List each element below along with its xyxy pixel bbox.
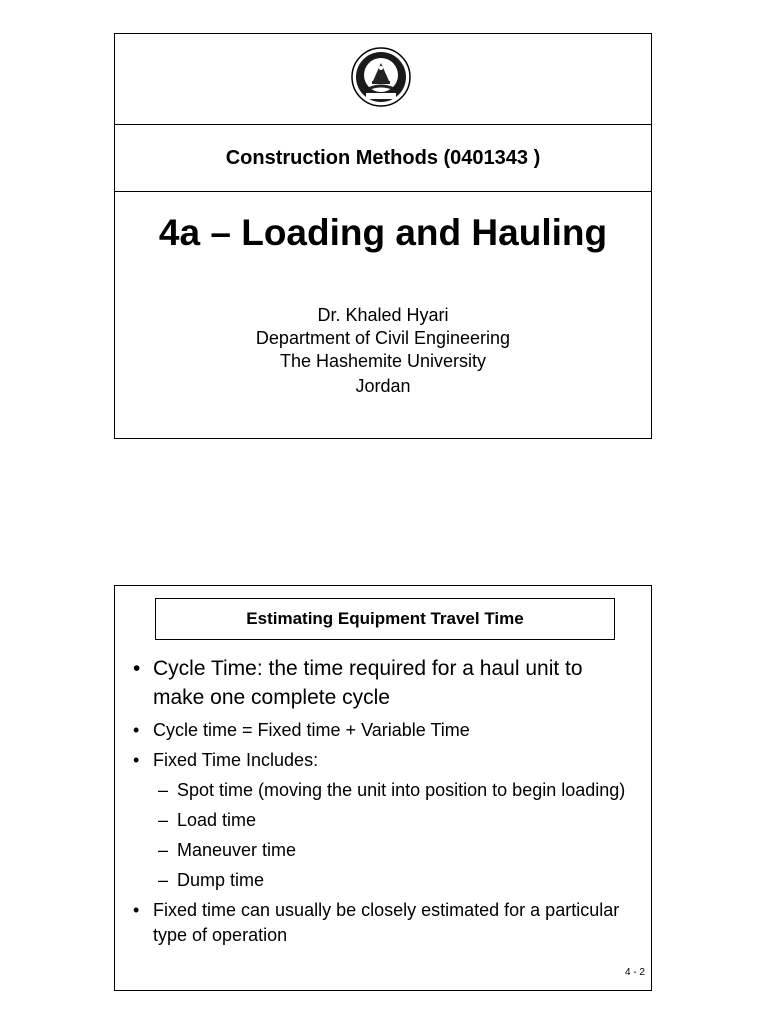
dash-marker: –	[158, 780, 169, 800]
university-name: The Hashemite University	[279, 351, 487, 371]
sub-list-item	[131, 778, 631, 803]
department-name: Department of Civil Engineering	[255, 328, 511, 348]
logo-band	[115, 34, 651, 125]
list-item	[131, 654, 631, 712]
dash-marker: –	[158, 810, 169, 830]
list-item-text: Cycle time = Fixed time + Variable Time	[153, 720, 470, 740]
dash-marker: –	[158, 870, 169, 890]
list-item	[131, 748, 631, 773]
bullet-list	[131, 654, 631, 953]
title-slide	[114, 33, 652, 439]
list-item	[131, 898, 631, 948]
list-item	[131, 718, 631, 743]
dash-marker: –	[158, 840, 169, 860]
list-item-text: Fixed time can usually be closely estimated for a particular type of operation	[153, 900, 620, 945]
list-item-text: Cycle Time: the time required for a haul unit to make one complete cycle	[153, 657, 583, 709]
country-name: Jordan	[355, 376, 411, 396]
sub-list-item	[131, 808, 631, 833]
university-seal-icon	[351, 47, 411, 107]
page-number: 4 - 2	[624, 967, 645, 978]
bullet-marker: •	[133, 657, 141, 680]
author-block	[115, 304, 651, 373]
bullet-marker: •	[133, 720, 140, 740]
bullet-marker: •	[133, 900, 140, 920]
list-item-text: Spot time (moving the unit into position to begin loading)	[177, 780, 626, 800]
bullet-marker: •	[133, 750, 140, 770]
sub-list-item	[131, 838, 631, 863]
sub-list-item	[131, 868, 631, 893]
slide-title: 4a – Loading and Hauling	[158, 212, 608, 253]
author-name: Dr. Khaled Hyari	[317, 305, 449, 325]
list-item-text: Maneuver time	[177, 840, 297, 860]
list-item-text: Dump time	[177, 870, 265, 890]
course-band	[115, 125, 651, 192]
list-item-text: Load time	[177, 810, 257, 830]
slide-heading: Estimating Equipment Travel Time	[155, 598, 615, 640]
course-title: Construction Methods (0401343 )	[225, 146, 541, 169]
list-item-text: Fixed Time Includes:	[153, 750, 319, 770]
content-slide	[114, 585, 652, 991]
